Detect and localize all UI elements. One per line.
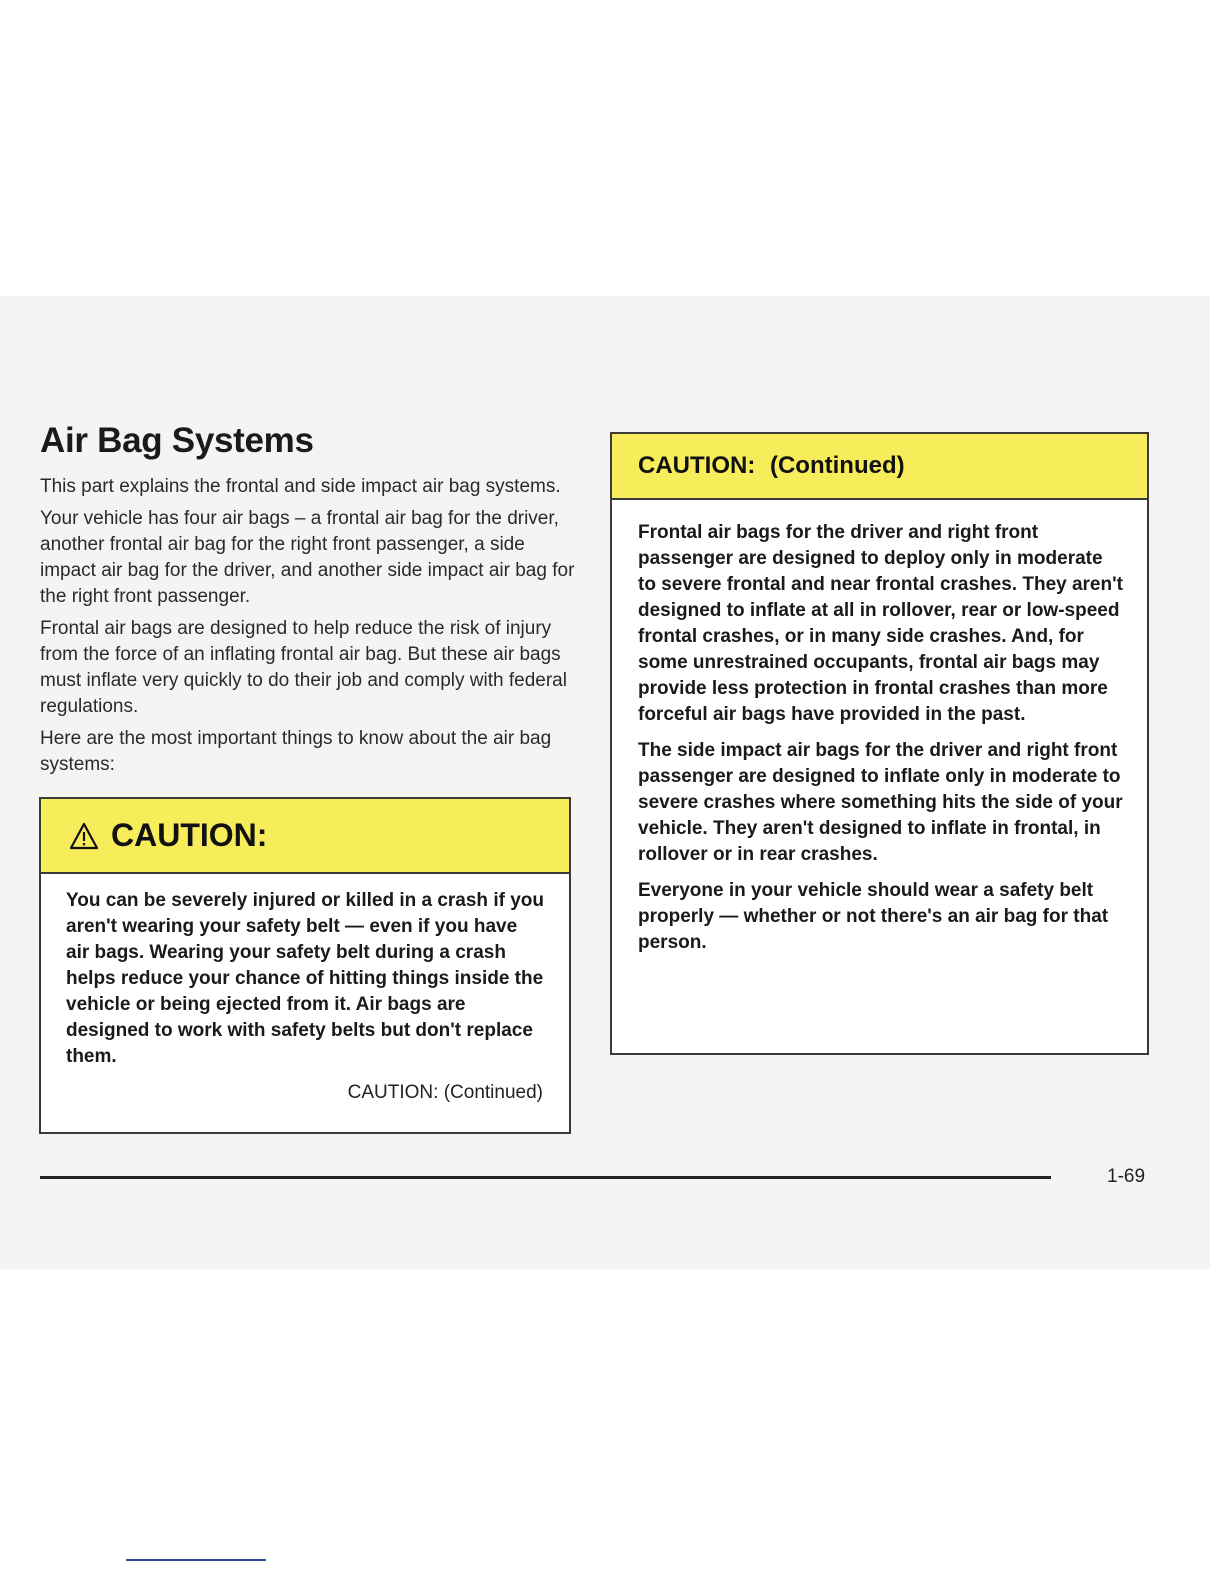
caution-continued-body xyxy=(612,500,1147,956)
intro-paragraph: Frontal air bags are designed to help reduce the risk of injury from the force of an inflating frontal air bag. But these air bags must inflate very quickly to do their job and comply with federal regulations. xyxy=(40,618,567,717)
underline-mark xyxy=(126,1559,266,1561)
intro-paragraph: This part explains the frontal and side impact air bag systems. xyxy=(40,476,561,497)
intro-text xyxy=(40,474,575,784)
page-title: Air Bag Systems xyxy=(40,421,314,460)
footer-rule xyxy=(40,1176,1051,1179)
intro-paragraph: Your vehicle has four air bags – a frontal air bag for the driver, another frontal air bag for the right front passenger, a side impact air bag for the driver, and another side impact air bag for the right front passenger. xyxy=(40,508,575,607)
caution-continued-label: CAUTION: (Continued) xyxy=(347,1082,543,1103)
caution-continued-header xyxy=(612,434,1147,500)
caution-box xyxy=(39,797,571,1134)
warning-triangle-icon xyxy=(69,822,99,850)
page-number: 1-69 xyxy=(1107,1166,1146,1187)
caution-body xyxy=(41,874,569,1106)
caution-paragraph: Frontal air bags for the driver and right front passenger are designed to deploy only in moderate to severe frontal and near frontal crashes. They aren't designed to inflate at all in rollover, rear or low-speed frontal crashes, or in many side crashes. And, for some unrestrained occupants, frontal air bags may provide less protection in frontal crashes than more forceful air bags have provided in the past. xyxy=(638,522,1123,725)
caution-paragraph: Everyone in your vehicle should wear a safety belt properly — whether or not there's an air bag for that person. xyxy=(638,880,1109,953)
caution-title: CAUTION: xyxy=(111,817,268,853)
caution-text: You can be severely injured or killed in a crash if you aren't wearing your safety belt — even if you have air bags. Wearing your safety belt during a crash helps reduce your chance of hitting things inside the vehicle or being ejected from it. Air bags are designed to work with safety belts but don't replace them. xyxy=(66,890,544,1067)
caution-continued-box xyxy=(610,432,1149,1055)
caution-paragraph: The side impact air bags for the driver and right front passenger are designed to inflate only in moderate to severe crashes where something hits the side of your vehicle. They aren't designed to inflate in frontal, in rollover or in rear crashes. xyxy=(638,740,1123,865)
caution-continued-title: CAUTION: (Continued) xyxy=(638,452,905,479)
intro-paragraph: Here are the most important things to know about the air bag systems: xyxy=(40,728,552,775)
caution-header xyxy=(41,799,569,874)
